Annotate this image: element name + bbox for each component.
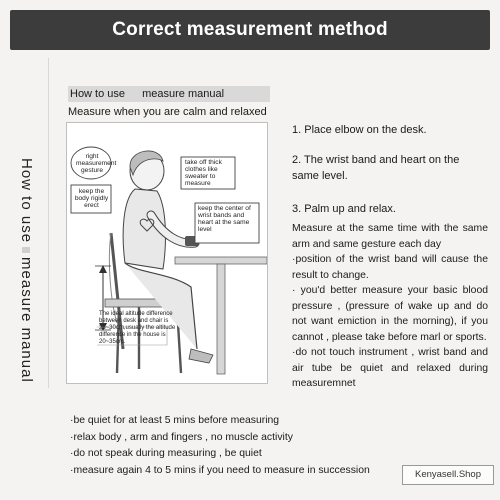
side-label-part2: measure manual (18, 257, 35, 383)
side-divider (48, 58, 49, 388)
bubble-altitude-note: The ideal altitude difference between desk and chair is 25~30cm,usually the altitude difference in the house is 20~35cm. (99, 311, 176, 345)
step-3: 3. Palm up and relax. (292, 203, 396, 215)
page-title: Correct measurement method (112, 19, 388, 40)
step-1: 1. Place elbow on the desk. (292, 124, 427, 136)
page-header (10, 10, 490, 50)
bubble-right-measurement: right measurement gesture (76, 153, 117, 174)
section-tabs (68, 86, 270, 102)
note-item: ·do not touch instrument , wrist band and air tube be quiet and relaxed during measuremnet (292, 347, 488, 389)
side-label-part1: How to use (18, 158, 35, 244)
note-item: ·position of the wrist band will cause the result to change. (292, 254, 488, 281)
tab-measure-manual: measure manual (142, 88, 225, 100)
section-subtitle: Measure when you are calm and relaxed (68, 106, 267, 118)
bottom-note-item: ·measure again 4 to 5 mins if you need to measure in succession (70, 464, 370, 476)
bottom-note-item: ·relax body , arm and fingers , no muscle activity (70, 431, 293, 443)
step-2: 2. The wrist band and heart on the same level. (292, 154, 460, 182)
note-item: · you'd better measure your basic blood pressure , (pressure of wake up and do not want emiction in the morning), if you cannot , please take before marl or sports. (292, 285, 488, 343)
bottom-note-item: ·do not speak during measuring , be quiet (70, 448, 262, 460)
bubble-take-off-clothes: take off thick clothes like sweater to measure (185, 159, 222, 187)
side-label (18, 158, 35, 383)
measurement-illustration (66, 122, 268, 384)
bottom-notes (70, 413, 400, 479)
bubble-keep-body: keep the body rigidly erect (74, 188, 109, 209)
measurement-notes (292, 221, 488, 392)
note-item: Measure at the same time with the same arm and same gesture each day (292, 223, 488, 250)
bubble-keep-center: keep the center of wrist bands and heart at the same level (198, 205, 251, 233)
tab-how-to-use: How to use (70, 88, 126, 100)
shop-watermark: Kenyasell.Shop (402, 465, 494, 485)
side-label-separator (22, 247, 30, 253)
bottom-note-item: ·be quiet for at least 5 mins before measuring (70, 415, 280, 426)
